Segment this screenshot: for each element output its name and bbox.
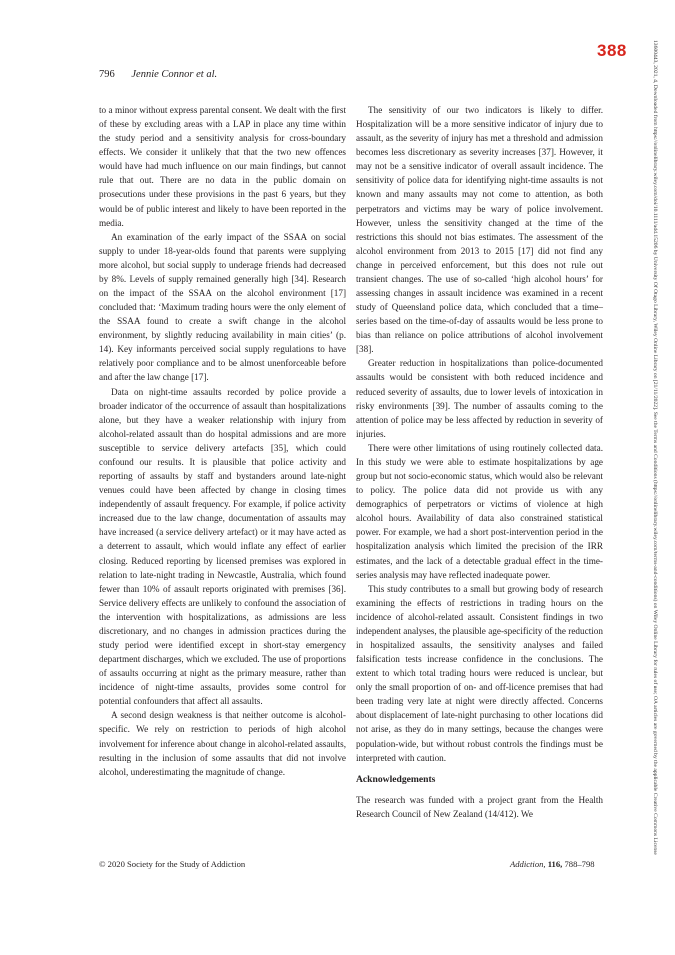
footer-pages: 788–798 — [564, 859, 595, 869]
running-head — [99, 69, 217, 80]
page-stamp: 388 — [597, 41, 627, 60]
footer-journal: Addiction, — [510, 859, 546, 869]
paragraph: This study contributes to a small but growing body of research examining the effects of restrictions in trading hours on the incidence of alcohol-related assault. Consistent findings in two independent analyses, the plausible age-specificity of the reduction in hospitalized assaults, the sensitivity analyses and failed falsification tests increase confidence in the conclusions. The extent to which total trading hours were reduced is unclear, but only the small proportion of on- and off-licence premises that had been trading very late at night were directly affected. Concerns about displacement of late-night purchasing to other locations did not arise, as they do in many settings, because the changes were population-wide, but without robust controls the findings must be interpreted with caution. — [356, 583, 603, 763]
download-sidebar: 13600443, 2021, 4, Downloaded from https://onlinelibrary.wiley.com/doi/10.1111/add.15206 by University Of Otago Library, Wiley Online Library on [21/11/2022]. See the Terms and Conditions (https://onlinelibrary.wiley.com/terms-and-conditions) on Wiley Online Library for rules of use; OA articles are governed by the applicable Creative Commons License — [652, 40, 658, 855]
right-column — [356, 103, 603, 821]
footer-citation — [510, 859, 595, 869]
paragraph: There were other limitations of using routinely collected data. In this study we were able to estimate hospitalizations by age group but not socio-economic status, which would also be relevant to policy. The police data did not provide us with any demographics of perpetrators or victims of violence at high alcohol hours. Availability of data also constrained statistical power. For example, we had a short post-intervention period in the hospitalization analysis which limited the precision of the IRR estimates, and the lack of a detectable gradual effect in the time-series analysis may have reflected inadequate power. — [356, 442, 603, 580]
running-head-authors: Jennie Connor et al. — [131, 69, 218, 80]
page-number: 796 — [99, 69, 115, 80]
paragraph: The sensitivity of our two indicators is likely to differ. Hospitalization will be a more sensitive indicator of injury due to assault, as the severity of injury has met a threshold and admission becomes less discretionary as severity increases [37]. However, it may not be a sensitive indicator of overall assault incidence. The sensitivity of police data for identifying night-time assaults is not known and many assaults may not come to attention, as both perpetrators and victims may be wary of police involvement. However, unless the sensitivity changed at the time of the restrictions this should not bias estimates. The assessment of the alcohol environment from 2013 to 2015 [17] did not find any change in perceived enforcement, but this does not rule out transient changes. The use of so-called ‘high alcohol hours’ for assessing changes in assault incidence was examined in a recent study of Queensland police data, which concluded that a time–series based on the time-of-day of assaults would be less prone to bias than reliance on police attributions of alcohol involvement [38]. — [356, 105, 603, 355]
left-column — [99, 103, 346, 779]
paragraph: to a minor without express parental consent. We dealt with the first of these by excluding areas with a LAP in place any time within the study period and a sensitivity analysis for cross-boundary effects. We consider it unlikely that that the two new offences would have had much influence on our main findings, but cannot rule that out. There are no data in the public domain on prosecutions under these provisions in the past 6 years, but they would be of public interest and likely to have been reported in the media. — [99, 105, 346, 228]
footer-volume: 116, — [547, 859, 563, 869]
paragraph: Data on night-time assaults recorded by police provide a broader indicator of the occurrence of assault than hospitalizations alone, but they have a weaker relationship with injury from alcohol-related assault than do hospital admissions and are more susceptible to service delivery artefacts [35], which could confound our results. It is plausible that police activity and reporting of assaults by staff and bystanders around late-night venues could have been affected by change in closing times independently of assault frequency. For example, if police activity increased due to the law change, documentation of assaults may have increased (a service delivery artefact) or it may have acted as a deterrent to assault, which would inflate any effect of earlier closing. Reduced reporting by licensed premises was explored in relation to late-night trading in Newcastle, Australia, which found fewer than 10% of assault reports originated with premises [36]. Service delivery effects are unlikely to confound the association of the intervention with hospitalizations, as admissions are less discretionary, and no changes in admission practices during the study period were identified except in short-stay emergency department discharges, which we excluded. The use of proportions of assaults occurring at night as the primary measure, rather than incidence of night-time assaults, provides some control for potential confounders that affect all assaults. — [99, 386, 346, 707]
acknowledgements-heading: Acknowledgements — [356, 773, 436, 785]
paragraph: Greater reduction in hospitalizations than police-documented assaults would be consistent with both reduced incidence and reduced severity of assaults, due to lower levels of intoxication in risky environments [39]. The number of assaults coming to the attention of police may be less affected by reduction in severity of injuries. — [356, 358, 603, 439]
acknowledgements-text: The research was funded with a project grant from the Health Research Council of New Zealand (14/412). We — [356, 794, 603, 819]
paragraph: An examination of the early impact of the SSAA on social supply to under 18-year-olds found that parents were supplying more alcohol, but social supply to underage friends had decreased by 8%. Levels of supply remained generally high [34]. Research on the impact of the SSAA on the alcohol environment [17] concluded that: ‘Maximum trading hours were the only element of the SSAA found to create a swift change in the alcohol environment, by slightly reducing availability in main cities’ (p. 14). Key informants perceived social supply regulations to have relatively poor compliance and to be almost unenforceable before and after the law change [17]. — [99, 231, 346, 383]
paragraph: A second design weakness is that neither outcome is alcohol-specific. We rely on restriction to periods of high alcohol involvement for inference about change in alcohol-related assaults, resulting in the inclusion of some assaults that did not involve alcohol, underestimating the magnitude of change. — [99, 710, 346, 777]
footer-copyright: © 2020 Society for the Study of Addiction — [99, 859, 246, 869]
